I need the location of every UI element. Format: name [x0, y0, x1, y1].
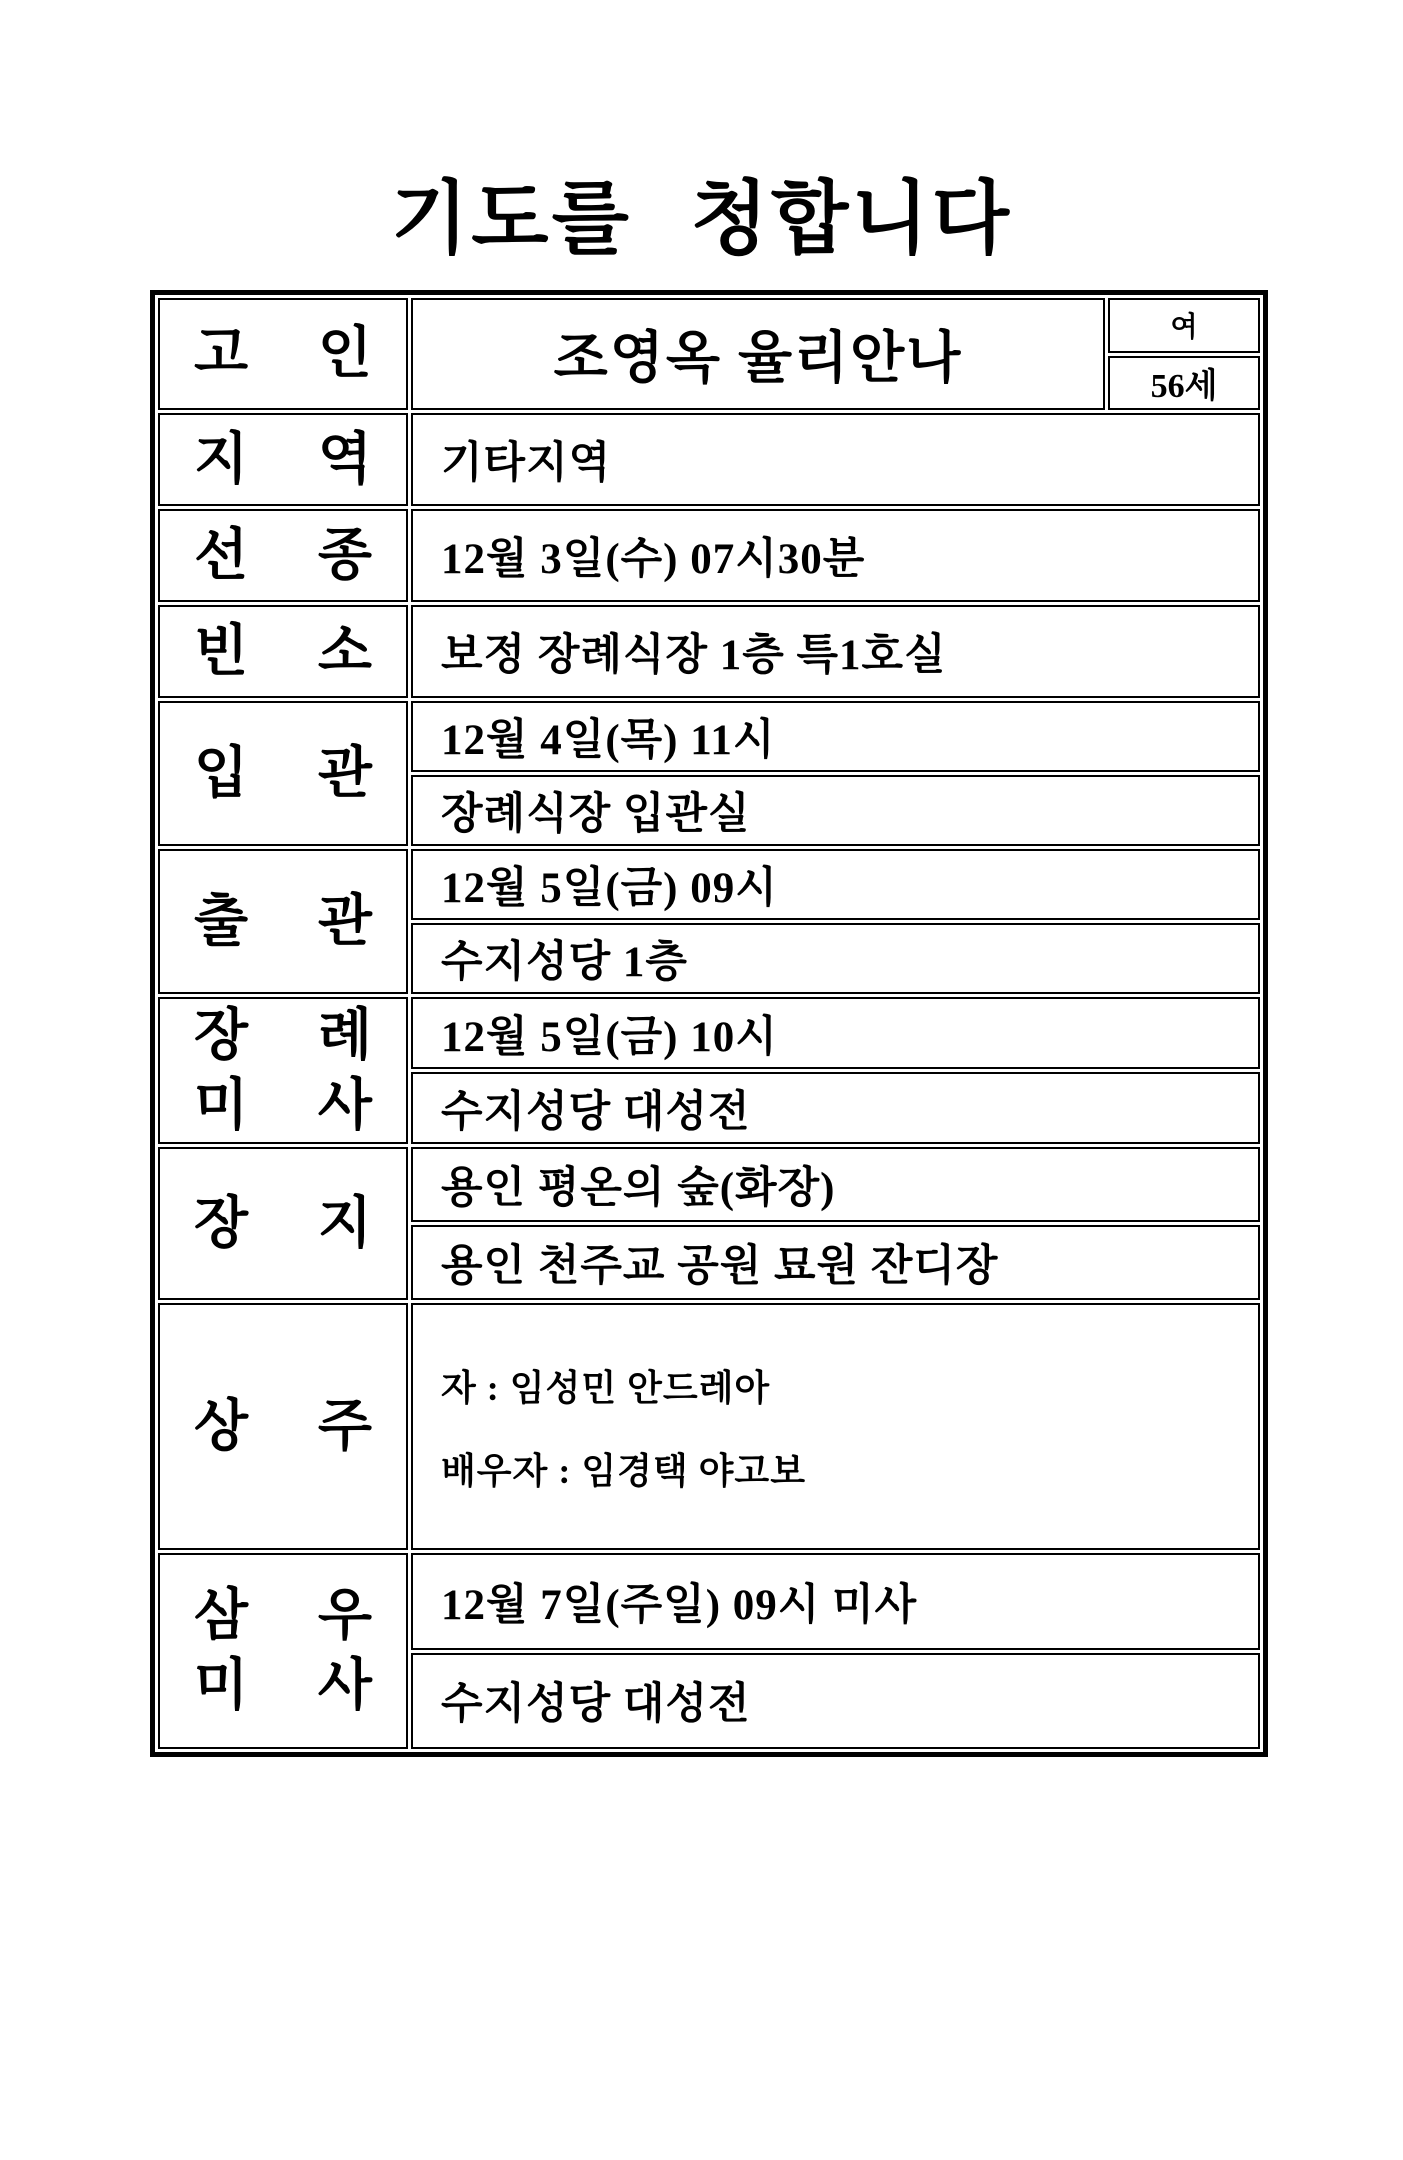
- chief-mourners-list: [411, 1303, 1260, 1550]
- row-burial-site: [158, 1147, 1260, 1300]
- page-title: 기도를 청합니다: [391, 176, 1012, 264]
- row-deceased-label-cell: [158, 298, 408, 410]
- row-death-label: 선 종: [194, 524, 372, 587]
- row-mortuary: [158, 605, 1260, 698]
- row-burial-site-line2: 용인 천주교 공원 묘원 잔디장: [411, 1225, 1260, 1300]
- row-third-day-mass-datetime: 12월 7일(주일) 09시 미사: [411, 1553, 1260, 1650]
- row-region: [158, 413, 1260, 506]
- row-encoffining-label-cell: [158, 701, 408, 846]
- row-chief-mourners-label: 상 주: [194, 1395, 372, 1458]
- row-funeral-mass-content: [411, 997, 1260, 1144]
- row-region-value: 기타지역: [411, 413, 1260, 506]
- row-funeral-mass-datetime: 12월 5일(금) 10시: [411, 997, 1260, 1069]
- row-third-day-mass-place: 수지성당 대성전: [411, 1653, 1260, 1750]
- row-encoffining-place: 장례식장 입관실: [411, 775, 1260, 846]
- row-deceased-content: [411, 298, 1260, 410]
- row-death-value: 12월 3일(수) 07시30분: [411, 509, 1260, 602]
- deceased-name: 조영옥 율리안나: [411, 298, 1105, 410]
- row-departure-content: [411, 849, 1260, 994]
- row-third-day-mass-label-line2: 미 사: [194, 1655, 372, 1717]
- row-deceased-label: 고 인: [194, 323, 372, 385]
- row-region-label: 지 역: [194, 428, 372, 491]
- row-chief-mourners-label-cell: [158, 1303, 408, 1550]
- row-third-day-mass-label-line1: 삼 우: [194, 1585, 372, 1647]
- row-region-label-cell: [158, 413, 408, 506]
- row-funeral-mass-label-line1: 장 례: [194, 1004, 372, 1067]
- row-region-content: [411, 413, 1260, 506]
- row-departure-label-cell: [158, 849, 408, 994]
- row-encoffining-content: [411, 701, 1260, 846]
- row-third-day-mass: [158, 1553, 1260, 1749]
- row-death-content: [411, 509, 1260, 602]
- row-funeral-mass: [158, 997, 1260, 1144]
- mourner-son: 자 : 임성민 안드레아: [441, 1367, 771, 1408]
- row-burial-site-label: 장 지: [194, 1192, 372, 1255]
- row-burial-site-content: [411, 1147, 1260, 1300]
- row-departure: [158, 849, 1260, 994]
- row-departure-place: 수지성당 1층: [411, 923, 1260, 994]
- row-mortuary-content: [411, 605, 1260, 698]
- row-death-label-cell: [158, 509, 408, 602]
- row-mortuary-value: 보정 장례식장 1층 특1호실: [411, 605, 1260, 698]
- row-burial-site-label-cell: [158, 1147, 408, 1300]
- notice-table: [150, 290, 1268, 1757]
- row-third-day-mass-content: [411, 1553, 1260, 1749]
- row-chief-mourners-content: [411, 1303, 1260, 1550]
- row-encoffining-datetime: 12월 4일(목) 11시: [411, 701, 1260, 772]
- row-departure-datetime: 12월 5일(금) 09시: [411, 849, 1260, 920]
- funeral-notice-page: [0, 176, 1403, 2160]
- row-third-day-mass-label-cell: [158, 1553, 408, 1749]
- row-chief-mourners: [158, 1303, 1260, 1550]
- row-death: [158, 509, 1260, 602]
- row-departure-label: 출 관: [194, 890, 372, 953]
- row-funeral-mass-label-line2: 미 사: [194, 1074, 372, 1137]
- row-mortuary-label-cell: [158, 605, 408, 698]
- row-encoffining: [158, 701, 1260, 846]
- row-encoffining-label: 입 관: [194, 742, 372, 805]
- deceased-side-column: [1108, 298, 1260, 410]
- row-deceased: [158, 298, 1260, 410]
- row-burial-site-line1: 용인 평온의 숲(화장): [411, 1147, 1260, 1222]
- row-funeral-mass-place: 수지성당 대성전: [411, 1072, 1260, 1144]
- deceased-age: 56세: [1108, 356, 1260, 411]
- deceased-gender: 여: [1108, 298, 1260, 353]
- row-funeral-mass-label-cell: [158, 997, 408, 1144]
- mourner-spouse: 배우자 : 임경택 야고보: [441, 1450, 806, 1491]
- row-mortuary-label: 빈 소: [194, 620, 372, 683]
